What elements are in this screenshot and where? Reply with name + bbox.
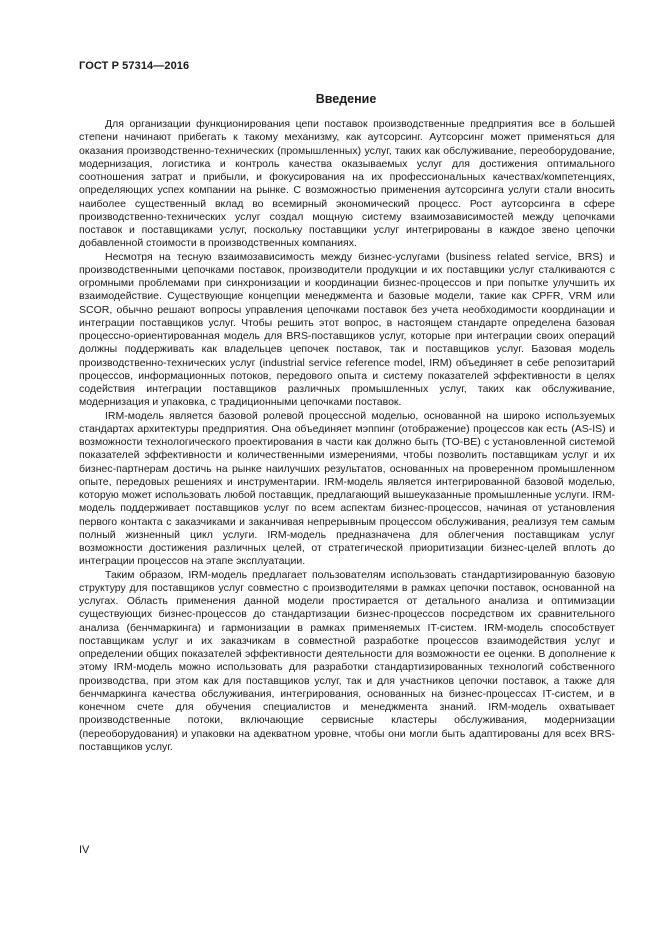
paragraph-4: Таким образом, IRM-модель предлагает пользователям использовать стандартизированную базовую структуру для поставщиков услуг совместно с производителями в рамках цепочки поставок, основанной на услугах. Область применения данной модели простирается от детального анализа и оптимизации существующих бизнес-процессов до стандартизации бизнес-процессов посредством их сравнительного анализа (бенчмаркинга) и гармонизации в рамках применяемых IT-систем. IRM-модель способствует поставщикам услуг и их заказчикам в совместной разработке процессов взаимодействия услуг и определении общих показателей эффективности деятельности для возможности ее оценки. В дополнение к этому IRM-модель можно использовать для разработки стандартизированных технологий собственного производства, при этом как для поставщиков услуг, так и для участников цепочки поставок, а также для бенчмаркинга качества обслуживания, интегрирования, основанных на бизнес-процессах IT-систем, и в конечном счете для обучения специалистов и менеджмента знаний. IRM-модель охватывает производственные потоки, включающие сервисные кластеры обслуживания, модернизации (переоборудования) и упаковки на адекватном уровне, чтобы они могли быть адаптированы для всех BRS-поставщиков услуг. [79, 568, 615, 753]
paragraph-3: IRM-модель является базовой ролевой процессной моделью, основанной на широко используемых стандартах архитектуры предприятия. Она объединяет мэппинг (отображение) процессов как есть (AS-IS) и возможности технологического проектирования в части как должно быть (TO-BE) с установленной системой показателей эффективности и количественными измерениями, чтобы позволить поставщикам услуг и их бизнес-партнерам достичь на рынке наилучших результатов, основанных на проверенном промышленном опыте, передовых решениях и инструментарии. IRM-модель является интегрированной базовой моделью, которую может использовать любой поставщик, предлагающий вышеуказанные промышленные услуги. IRM-модель поддерживает поставщиков услуг по всем аспектам бизнес-процессов, начиная от установления первого контакта с заказчиками и заканчивая непрерывным процессом обслуживания, реализуя тем самым полный жизненный цикл услуги. IRM-модель предназначена для облегчения поставщикам услуг возможности достижения различных целей, от стратегической приоритизации бизнес-целей вплоть до интеграции процессов на этапе эксплуатации. [79, 409, 615, 568]
page-number: IV [79, 844, 90, 856]
paragraph-1: Для организации функционирования цепи поставок производственные предприятия все в большей степени начинают прибегать к такому механизму, как аутсорсинг. Аутсорсинг может применяться для оказания производственно-технических (промышленных) услуг, таких как обслуживание, переоборудование, модернизация, логистика и контроль качества оказываемых услуг для достижения оптимального соотношения затрат и прибыли, и фокусирования на их профессиональных качествах/компетенциях, определяющих успех компании на рынке. С возможностью применения аутсорсинга услуги стали вносить наиболее существенный вклад во всемирный экономический процесс. Рост аутсорсинга в сфере производственно-технических услуг создал мощную систему взаимозависимостей между цепочками поставок и поставщиками услуг, поскольку поставщики услуг интегрированы в каждое звено цепочки добавленной стоимости в производственных компаниях. [79, 118, 615, 250]
section-title: Введение [315, 92, 377, 106]
standard-header: ГОСТ Р 57314—2016 [79, 60, 190, 72]
paragraph-2: Несмотря на тесную взаимозависимость между бизнес-услугами (business related service, BRS) и производственными цепочками поставок, производители продукции и их поставщики услуг сталкиваются с огромными проблемами при синхронизации и координации бизнес-процессов и при попытке улучшить их взаимодействие. Существующие концепции менеджмента и базовые модели, такие как CPFR, VRM или SCOR, обычно решают вопросы управления цепочками поставок без учета необходимости координации и интеграции поставщиков услуг. Чтобы решить этот вопрос, в настоящем стандарте определена базовая процессно-ориентированная модель для BRS-поставщиков услуг, которые при интеграции своих операций должны поддерживать как владельцев цепочек поставок, так и поставщиков услуг. Базовая модель производственно-технических услуг (industrial service reference model, IRM) объединяет в себе репозитарий процессов, информационных потоков, передового опыта и систему показателей эффективности в целях содействия интеграции поставщиков различных промышленных услуг, таких как обслуживание, модернизация и упаковка, с традиционными цепочками поставок. [79, 250, 615, 409]
document-body [79, 118, 615, 754]
